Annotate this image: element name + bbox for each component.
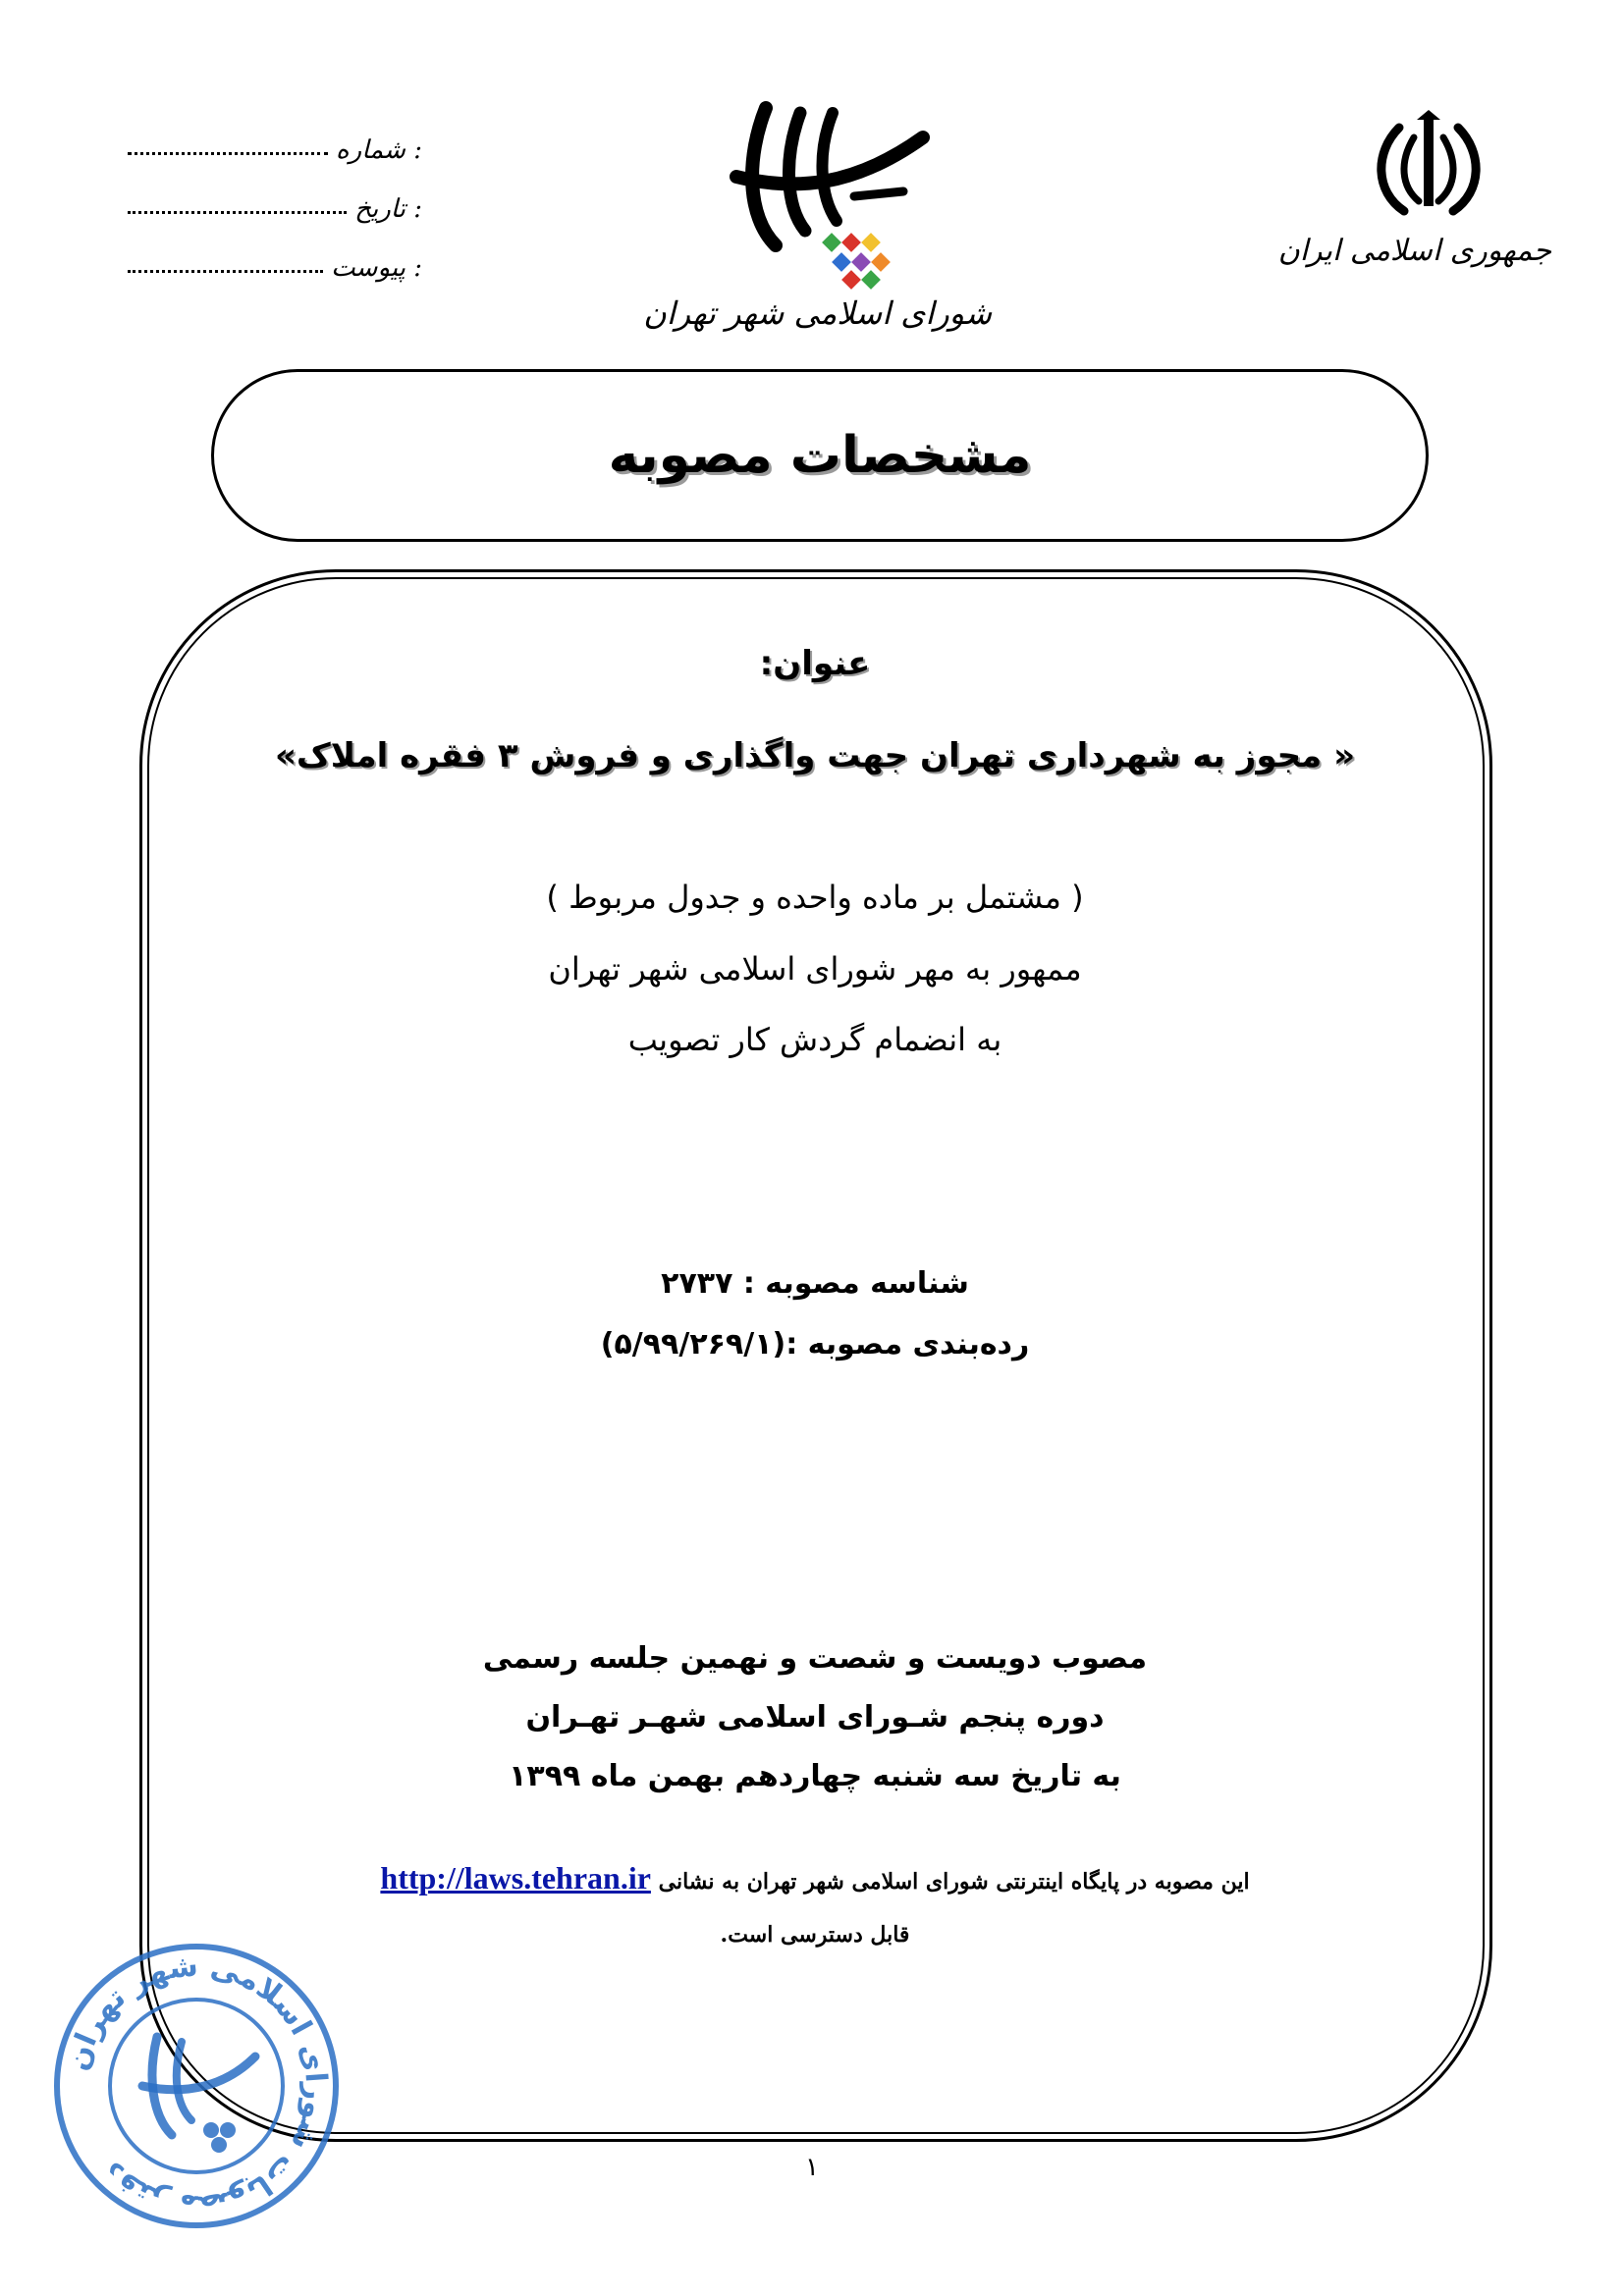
attachment-field (128, 243, 422, 283)
council-logo-mark (707, 98, 962, 294)
date-label: تاریخ : (354, 194, 422, 224)
seal-ring-text: دفتر مصوبات شورای اسلامی شهر تهران (60, 1949, 334, 2223)
subject-text: « مجوز به شهرداری تهران جهت واگذاری و فروش ۳ فقره املاک» (274, 736, 1356, 775)
number-label: شماره : (336, 135, 422, 165)
council-seal-stamp (49, 1939, 344, 2233)
subject-heading: عنوان: (759, 644, 871, 683)
laws-link[interactable]: http://laws.tehran.ir (380, 1860, 651, 1896)
council-logo (707, 98, 962, 294)
number-field (128, 126, 422, 165)
includes-line: ( مشتمل بر ماده واحده و جدول مربوط ) (546, 879, 1084, 916)
country-caption: جمهوری اسلامی ایران (1277, 234, 1551, 268)
availability-note-end: قابل دسترسی است. (720, 1922, 910, 1948)
date-field (128, 185, 422, 224)
resolution-id: شناسه مصوبه : ۲۷۳۷ (661, 1266, 969, 1301)
council-caption: شورای اسلامی شهر تهران (643, 294, 992, 332)
resolution-class: رده‌بندی مصوبه :(۵/۹۹/۲۶۹/۱) (600, 1327, 1030, 1362)
attachment-dots (128, 269, 323, 273)
approval-line-2: دوره پنجم شـورای اسلامی شهـر تهـران (525, 1700, 1105, 1735)
page-number: ۱ (805, 2153, 819, 2182)
availability-note-text: این مصوبه در پایگاه اینترنتی شورای اسلامی شهر تهران به نشانی (658, 1869, 1250, 1895)
title-box (211, 369, 1429, 542)
iran-emblem-icon (1370, 108, 1488, 226)
attached-line: به انضمام گردش کار تصویب (627, 1021, 1002, 1058)
page-title: مشخصات مصوبه (608, 426, 1032, 485)
sealed-line: ممهور به مهر شورای اسلامی شهر تهران (548, 950, 1082, 988)
approval-line-3: به تاریخ سه شنبه چهاردهم بهمن ماه ۱۳۹۹ (509, 1759, 1121, 1793)
approval-line-1: مصوب دویست و شصت و نهمین جلسه رسمی (482, 1641, 1148, 1676)
iran-emblem (1370, 108, 1488, 226)
availability-note (157, 1860, 1473, 1896)
number-dots (128, 151, 328, 155)
date-dots (128, 210, 347, 214)
attachment-label: پیوست : (331, 253, 422, 283)
council-seal (49, 1939, 344, 2233)
